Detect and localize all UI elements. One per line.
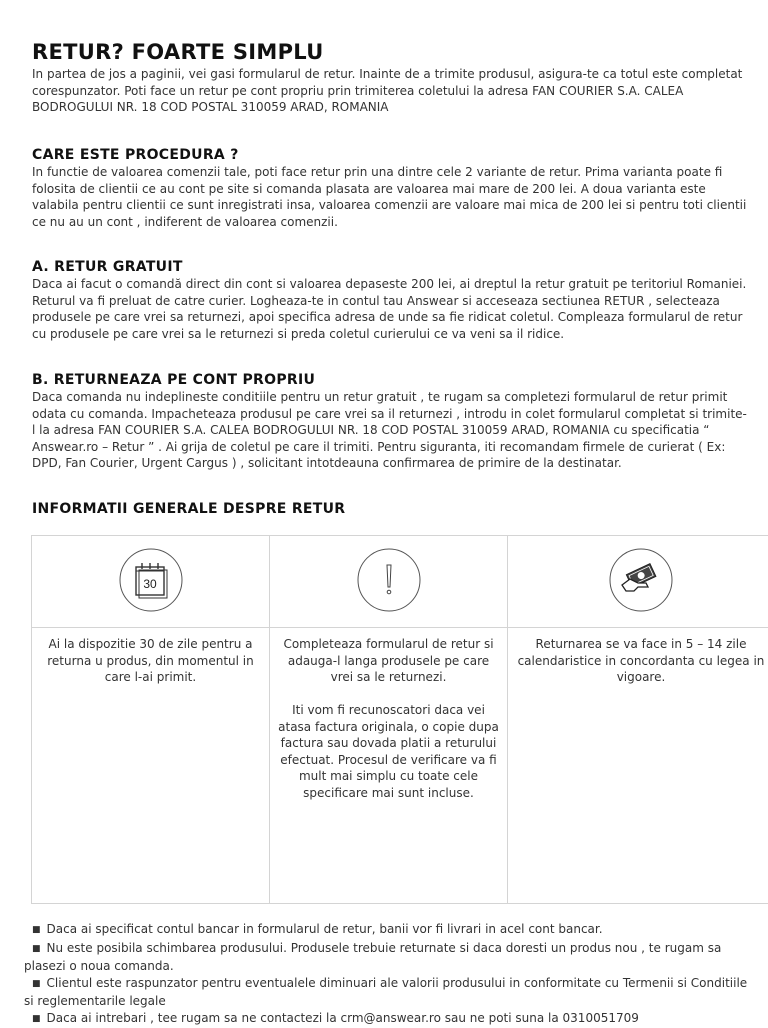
note-text: Nu este posibila schimbarea produsului. Produsele trebuie returnate si daca doresti un produs nou , te rugam sa plasezi o noua comanda. (24, 941, 721, 974)
exclamation-icon (356, 547, 422, 617)
info-cell-text-3: Returnarea se va face in 5 – 14 zile calendaristice in concordanta cu legea in vigoare. (508, 628, 768, 903)
note-text: Daca ai specificat contul bancar in formularul de retur, banii vor fi livrari in acel cont bancar. (47, 922, 603, 936)
info-cell-icon-3 (508, 536, 768, 628)
procedure-section (32, 146, 750, 230)
procedure-heading: CARE ESTE PROCEDURA ? (32, 146, 750, 164)
note-text: Clientul este raspunzator pentru eventualele diminuari ale valorii produsului in conformitate cu Termenii si Conditiile si reglementarile legale (24, 976, 747, 1009)
own-return-text: Daca comanda nu indeplineste conditiile pentru un retur gratuit , te rugam sa completezi formularul de retur primit odata cu comanda. Impacheteaza produsul pe care vrei sa il returnezi , introdu in colet formularul completat si trimite-l la adresa FAN COURIER S.A. CALEA BODROGULUI NR. 18 COD POSTAL 310059 ARAD, ROMANIA cu specificatia “ Answear.ro – Retur ” . Ai grija de coletul pe care il trimiti. Pentru siguranta, iti recomandam firmele de curierat ( Ex: DPD, Fan Courier, Urgent Cargus ) , solicitant intotdeauna confirmarea de primire de la destinatar. (32, 389, 750, 472)
free-return-text: Daca ai facut o comandă direct din cont si valoarea depaseste 200 lei, ai dreptul la retur gratuit pe teritoriul Romaniei. Returul va fi preluat de catre curier. Logheaza-te in contul tau Answear si acceseaza sectiunea RETUR , selecteaza produsele pe care vrei sa returnezi, apoi specifica adresa de unde sa fie ridicat coletul. Compleaza formularul de retur cu produsele pe care vrei sa le returnezi si preda coletul curierului ce va veni sa il ridice. (32, 276, 750, 342)
info-cell-text-2: Completeaza formularul de retur si adauga-l langa produsele pe care vrei sa le returnezi. Iti vom fi recunoscatori daca vei atasa factura originala, o copie dupa factura sau dovada platii a returului efectuat. Procesul de verificare va fi mult mai simplu cu toate cele specificare mai sunt incluse. (270, 628, 508, 903)
own-return-heading: B. RETURNEAZA PE CONT PROPRIU (32, 371, 750, 389)
free-return-heading: A. RETUR GRATUIT (32, 258, 750, 276)
own-return-section (32, 371, 750, 472)
page-title: RETUR? FOARTE SIMPLU (32, 40, 750, 64)
general-info-section (32, 500, 750, 518)
calendar-icon (118, 547, 184, 617)
money-hand-icon (608, 547, 674, 617)
procedure-text: In functie de valoarea comenzii tale, poti face retur prin una dintre cele 2 variante de retur. Prima varianta poate fi folosita de clientii ce au cont pe site si comanda plasata are valoarea mai mare de 200 lei. A doua varianta este valabila pentru clientii ce sunt inregistrati insa, valoarea comenzii are valoare mai mica de 200 lei si pentru toti clientii ce nu au un cont , indiferent de valoarea comenzii. (32, 164, 750, 230)
free-return-section (32, 258, 750, 342)
note-text: Daca ai intrebari , tee rugam sa ne contactezi la crm@answear.ro sau ne poti suna la 0310051709 (47, 1011, 639, 1025)
info-table (31, 535, 768, 904)
list-item: ■ Daca ai intrebari , tee rugam sa ne contactezi la crm@answear.ro sau ne poti suna la 0310051709 (24, 1010, 754, 1028)
notes-list (24, 921, 754, 1028)
info-cell-icon-2 (270, 536, 508, 628)
general-info-heading: INFORMATII GENERALE DESPRE RETUR (32, 500, 750, 518)
list-item: ■ Nu este posibila schimbarea produsului. Produsele trebuie returnate si daca doresti un produs nou , te rugam sa plasezi o noua comanda. (24, 940, 754, 975)
calendar-day-text: 30 (143, 577, 157, 591)
info-cell-icon-1 (32, 536, 270, 628)
info-cell-text-1: Ai la dispozitie 30 de zile pentru a returna u produs, din momentul in care l-ai primit. (32, 628, 270, 903)
intro-text: In partea de jos a paginii, vei gasi formularul de retur. Inainte de a trimite produsul, asigura-te ca totul este completat corespunzator. Poti face un retur pe cont propriu prin trimiterea coletului la adresa FAN COURIER S.A. CALEA BODROGULUI NR. 18 COD POSTAL 310059 ARAD, ROMANIA (32, 66, 750, 116)
list-item: ■ Daca ai specificat contul bancar in formularul de retur, banii vor fi livrari in acel cont bancar. (24, 921, 754, 940)
list-item: ■ Clientul este raspunzator pentru eventualele diminuari ale valorii produsului in conformitate cu Termenii si Conditiile si reglementarile legale (24, 975, 754, 1010)
intro-section (32, 40, 750, 116)
